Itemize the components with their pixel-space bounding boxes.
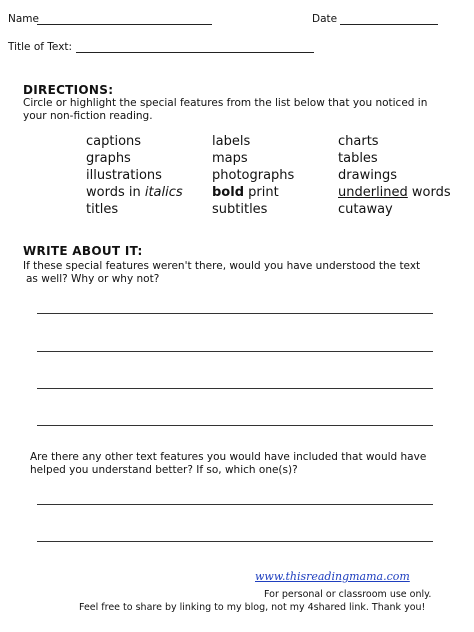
name-line[interactable] — [37, 24, 212, 25]
feature-illustrations: illustrations — [86, 168, 162, 183]
personal-use-note: For personal or classroom use only. — [264, 589, 432, 600]
write-about-heading: WRITE ABOUT IT: — [23, 244, 143, 258]
feature-drawings: drawings — [338, 168, 398, 183]
feature-labels: labels — [212, 134, 251, 149]
feature-captions: captions — [86, 134, 142, 149]
directions-text-line-1: Circle or highlight the special features from the list below that you noticed in — [23, 97, 428, 109]
feature-print-word: print — [244, 185, 279, 200]
feature-bold-print — [212, 185, 279, 201]
answer-line-1[interactable] — [37, 313, 433, 314]
feature-cutaway: cutaway — [338, 202, 393, 217]
question-2-line-2: helped you understand better? If so, which one(s)? — [30, 464, 298, 476]
answer-line-6[interactable] — [37, 541, 433, 542]
directions-text-line-2: your non-fiction reading. — [23, 110, 153, 122]
answer-line-3[interactable] — [37, 388, 433, 389]
feature-charts: charts — [338, 134, 379, 149]
question-2-line-1: Are there any other text features you would have included that would have — [30, 451, 427, 463]
feature-words-in-italics — [86, 185, 183, 201]
feature-bold-word: bold — [212, 185, 244, 200]
feature-subtitles: subtitles — [212, 202, 268, 217]
feature-maps: maps — [212, 151, 248, 166]
question-1-line-2: as well? Why or why not? — [26, 273, 160, 285]
feature-photographs: photographs — [212, 168, 295, 183]
title-of-text-line[interactable] — [76, 52, 314, 53]
date-label: Date — [312, 13, 338, 25]
share-note: Feel free to share by linking to my blog, not my 4shared link. Thank you! — [79, 602, 426, 613]
website-link[interactable]: www.thisreadingmama.com — [255, 570, 410, 583]
feature-italics-word: italics — [144, 185, 183, 200]
feature-underlined-word: underlined — [338, 185, 408, 200]
question-1-line-1: If these special features weren't there, would you have understood the text — [23, 260, 421, 272]
feature-tables: tables — [338, 151, 378, 166]
name-label: Name — [8, 13, 39, 25]
feature-titles: titles — [86, 202, 119, 217]
directions-heading: DIRECTIONS: — [23, 83, 114, 97]
feature-words-word: words — [407, 185, 451, 200]
date-line[interactable] — [340, 24, 438, 25]
answer-line-2[interactable] — [37, 351, 433, 352]
feature-graphs: graphs — [86, 151, 131, 166]
answer-line-4[interactable] — [37, 425, 433, 426]
feature-underlined-words — [338, 185, 451, 201]
title-of-text-label: Title of Text: — [8, 41, 73, 53]
feature-words-in-prefix: words in — [86, 185, 145, 200]
answer-line-5[interactable] — [37, 504, 433, 505]
